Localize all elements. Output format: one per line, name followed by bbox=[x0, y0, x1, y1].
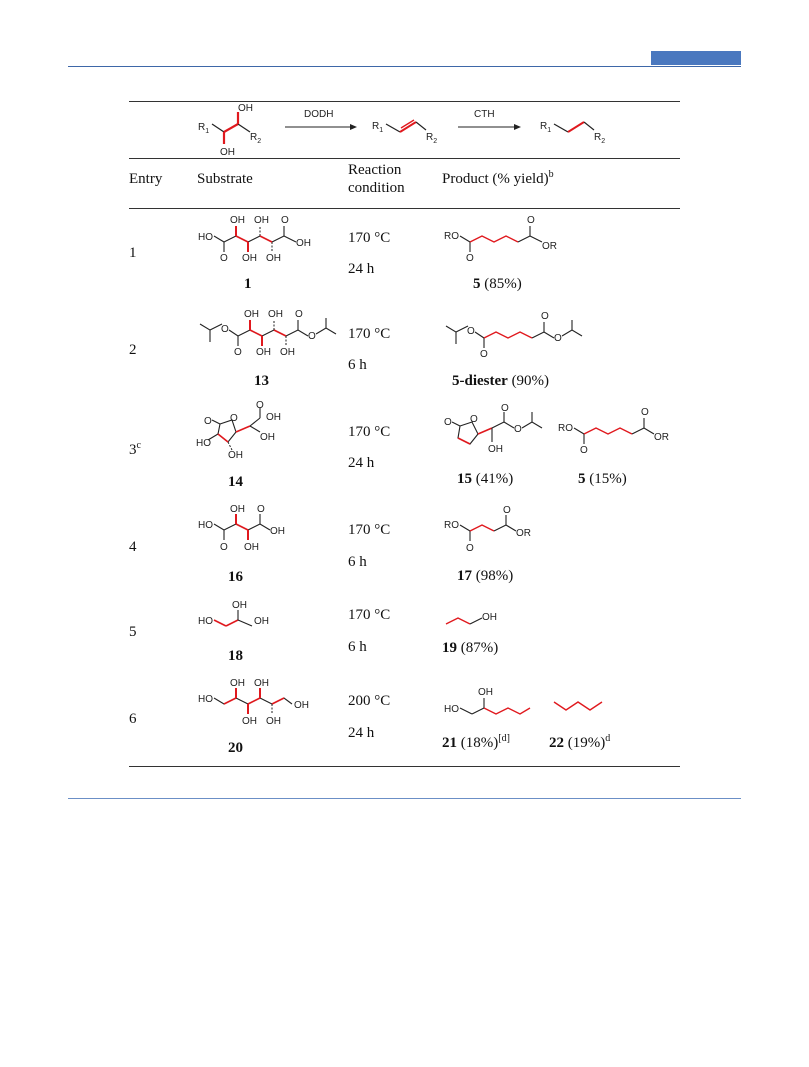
substrate-14-label: 14 bbox=[228, 474, 243, 490]
svg-text:O: O bbox=[281, 215, 289, 226]
scheme-r2-alkene: $R_2$ bbox=[426, 132, 438, 145]
svg-text:O: O bbox=[501, 403, 509, 414]
scheme-r1-diol: $R_1$ bbox=[198, 122, 210, 135]
product-5-structure bbox=[442, 212, 582, 264]
svg-text:O: O bbox=[641, 407, 649, 418]
svg-text:OH: OH bbox=[294, 700, 309, 711]
product-5-label-entry3: 5 (15%) bbox=[578, 471, 627, 487]
svg-text:O: O bbox=[541, 311, 549, 322]
svg-text:O: O bbox=[444, 417, 452, 428]
svg-text:OH: OH bbox=[296, 238, 311, 249]
svg-text:OH: OH bbox=[254, 678, 269, 689]
product-19-structure bbox=[442, 600, 522, 632]
product-5-diester-structure bbox=[442, 306, 592, 362]
scheme-r2-alkane: $R_2$ bbox=[594, 132, 606, 145]
substrate-13-label: 13 bbox=[254, 373, 269, 389]
condition-1-temp: 170 °C bbox=[348, 230, 391, 246]
cth-label: CTH bbox=[474, 109, 495, 120]
header-rule bbox=[68, 66, 741, 67]
substrate-18-structure bbox=[196, 598, 296, 634]
svg-text:OH: OH bbox=[254, 215, 269, 226]
scheme-bottom-rule bbox=[129, 158, 680, 159]
entry-4: 4 bbox=[129, 539, 137, 555]
svg-text:OR: OR bbox=[542, 241, 557, 252]
dodh-label: DODH bbox=[304, 109, 334, 120]
product-5-diester-label: 5-diester (90%) bbox=[452, 373, 550, 389]
svg-text:OH: OH bbox=[242, 716, 257, 727]
svg-text:OH: OH bbox=[260, 432, 275, 443]
substrate-13-structure bbox=[196, 306, 346, 362]
svg-text:HO: HO bbox=[196, 438, 211, 449]
svg-text:OR: OR bbox=[516, 528, 531, 539]
svg-text:O: O bbox=[256, 400, 264, 411]
substrate-20-label: 20 bbox=[228, 740, 243, 756]
svg-text:OH: OH bbox=[280, 347, 295, 358]
header-product: Product (% yield)$^b$ bbox=[442, 169, 554, 187]
header-substrate: Substrate bbox=[197, 171, 253, 187]
substrate-16-label: 16 bbox=[228, 569, 243, 585]
product-15-label: 15 (41%) bbox=[457, 471, 514, 487]
header-condition-line1: Reaction bbox=[348, 162, 402, 178]
condition-5-temp: 170 °C bbox=[348, 607, 391, 623]
footer-rule bbox=[68, 798, 741, 799]
svg-text:O: O bbox=[234, 347, 242, 358]
svg-text:O: O bbox=[514, 424, 522, 435]
svg-text:OR: OR bbox=[654, 432, 669, 443]
svg-text:OH: OH bbox=[478, 687, 493, 698]
svg-text:O: O bbox=[554, 333, 562, 344]
svg-text:OH: OH bbox=[482, 612, 497, 623]
table-bottom-rule bbox=[129, 766, 680, 767]
entry-2: 2 bbox=[129, 342, 137, 358]
svg-text:O: O bbox=[295, 309, 303, 320]
substrate-14-structure bbox=[196, 400, 306, 462]
product-17-label: 17 (98%) bbox=[457, 568, 514, 584]
svg-text:OH: OH bbox=[228, 450, 243, 461]
svg-text:OH: OH bbox=[244, 542, 259, 553]
product-5-label: 5 (85%) bbox=[473, 276, 522, 292]
product-17-structure bbox=[442, 504, 562, 556]
reaction-scheme bbox=[190, 102, 630, 158]
svg-text:RO: RO bbox=[558, 423, 573, 434]
svg-text:O: O bbox=[220, 253, 228, 264]
header-bottom-rule bbox=[129, 208, 680, 209]
svg-text:OH: OH bbox=[268, 309, 283, 320]
svg-text:OH: OH bbox=[244, 309, 259, 320]
svg-text:HO: HO bbox=[198, 694, 213, 705]
svg-text:OH: OH bbox=[230, 678, 245, 689]
svg-text:O: O bbox=[466, 543, 474, 554]
svg-text:O: O bbox=[220, 542, 228, 553]
header-entry: Entry bbox=[129, 171, 163, 187]
svg-text:OH: OH bbox=[254, 616, 269, 627]
entry-1: 1 bbox=[129, 245, 137, 261]
svg-text:O: O bbox=[204, 416, 212, 427]
svg-text:OH: OH bbox=[488, 444, 503, 455]
product-22-structure bbox=[552, 694, 612, 716]
svg-text:O: O bbox=[470, 414, 478, 425]
entry-3: 3$^c$ bbox=[129, 440, 141, 458]
entry-6: 6 bbox=[129, 711, 137, 727]
scheme-oh-bottom: OH bbox=[220, 147, 235, 158]
svg-text:RO: RO bbox=[444, 520, 459, 531]
condition-6-time: 24 h bbox=[348, 725, 375, 741]
scheme-r2-diol: $R_2$ bbox=[250, 132, 262, 145]
entry-5: 5 bbox=[129, 624, 137, 640]
svg-text:OH: OH bbox=[266, 716, 281, 727]
condition-3-time: 24 h bbox=[348, 455, 375, 471]
product-5-structure-entry3 bbox=[556, 404, 676, 456]
svg-text:HO: HO bbox=[198, 232, 213, 243]
svg-text:HO: HO bbox=[198, 616, 213, 627]
condition-1-time: 24 h bbox=[348, 261, 375, 277]
svg-text:O: O bbox=[466, 253, 474, 264]
svg-text:O: O bbox=[221, 324, 229, 335]
svg-text:O: O bbox=[230, 413, 238, 424]
condition-5-time: 6 h bbox=[348, 639, 367, 655]
product-21-structure bbox=[442, 684, 542, 720]
svg-text:OH: OH bbox=[232, 600, 247, 611]
svg-text:O: O bbox=[503, 505, 511, 516]
svg-text:OH: OH bbox=[270, 526, 285, 537]
header-accent-bar bbox=[651, 51, 741, 65]
scheme-oh-top: OH bbox=[238, 103, 253, 114]
svg-text:O: O bbox=[580, 445, 588, 456]
product-15-structure bbox=[442, 402, 552, 462]
product-19-label: 19 (87%) bbox=[442, 640, 499, 656]
substrate-1-label: 1 bbox=[244, 276, 252, 292]
svg-text:O: O bbox=[308, 331, 316, 342]
svg-text:OH: OH bbox=[230, 504, 245, 515]
product-22-label: 22 $(19\%)^d$ bbox=[549, 733, 611, 751]
svg-text:OH: OH bbox=[266, 253, 281, 264]
svg-text:O: O bbox=[467, 326, 475, 337]
svg-text:OH: OH bbox=[242, 253, 257, 264]
svg-text:HO: HO bbox=[444, 704, 459, 715]
product-21-label: 21 (18%)[d] bbox=[442, 733, 510, 751]
svg-text:O: O bbox=[480, 349, 488, 360]
header-condition-line2: condition bbox=[348, 180, 405, 196]
substrate-18-label: 18 bbox=[228, 648, 243, 664]
condition-2-time: 6 h bbox=[348, 357, 367, 373]
svg-text:HO: HO bbox=[198, 520, 213, 531]
svg-text:OH: OH bbox=[266, 412, 281, 423]
condition-4-temp: 170 °C bbox=[348, 522, 391, 538]
condition-2-temp: 170 °C bbox=[348, 326, 391, 342]
condition-4-time: 6 h bbox=[348, 554, 367, 570]
substrate-20-structure bbox=[196, 676, 326, 728]
condition-6-temp: 200 °C bbox=[348, 693, 391, 709]
svg-text:RO: RO bbox=[444, 231, 459, 242]
svg-text:O: O bbox=[257, 504, 265, 515]
condition-3-temp: 170 °C bbox=[348, 424, 391, 440]
svg-text:O: O bbox=[527, 215, 535, 226]
substrate-16-structure bbox=[196, 504, 306, 556]
substrate-1-structure bbox=[196, 212, 336, 264]
svg-text:OH: OH bbox=[230, 215, 245, 226]
scheme-r1-alkane: $R_1$ bbox=[540, 121, 552, 134]
svg-text:OH: OH bbox=[256, 347, 271, 358]
scheme-r1-alkene: $R_1$ bbox=[372, 121, 384, 134]
